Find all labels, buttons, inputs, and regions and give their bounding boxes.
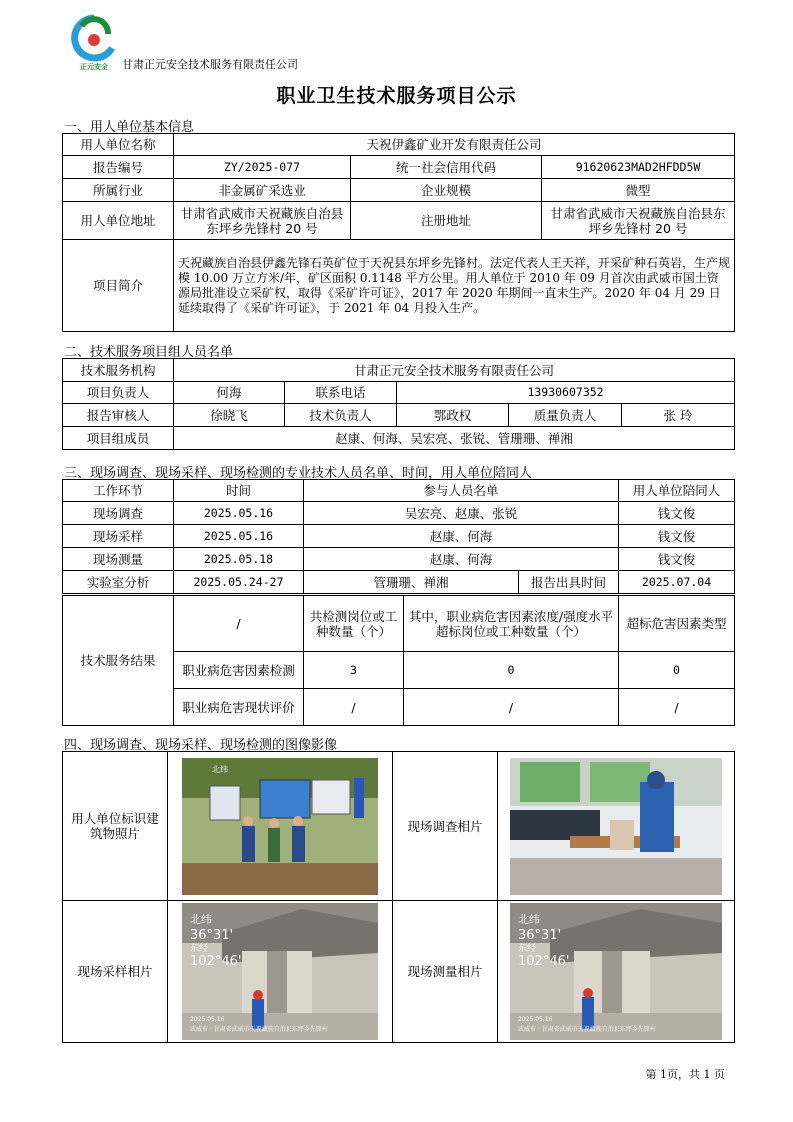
measurement-photo (510, 903, 722, 1040)
report-date-value: 2025.07.04 (619, 571, 735, 594)
credit-code-label: 统一社会信用代码 (351, 156, 542, 179)
signboard-photo (182, 758, 378, 895)
detect-type: 0 (619, 652, 735, 689)
tech-value: 鄂政权 (397, 404, 509, 427)
photo4-label: 现场测量相片 (393, 901, 498, 1043)
address-label: 用人单位地址 (63, 202, 174, 240)
wm-east: 东经 (190, 944, 209, 954)
reviewer-label: 报告审核人 (63, 404, 174, 427)
result-label: 技术服务结果 (63, 596, 174, 726)
stage-cell: 现场调查 (63, 502, 174, 525)
leader-label: 项目负责人 (63, 382, 174, 404)
detect-count: 3 (304, 652, 404, 689)
wm-date: 2025.05.16 (518, 1016, 553, 1023)
wm-place: 武威市 · 甘肃省武威市天祝藏族自治县东坪乡先锋村 (190, 1026, 328, 1033)
survey-photo (510, 758, 722, 895)
signboard-photo-image (182, 758, 378, 895)
industry-value: 非金属矿采选业 (174, 179, 351, 202)
header-people: 参与人员名单 (304, 480, 619, 502)
result-header-slash: / (174, 596, 304, 652)
members-label: 项目组成员 (63, 427, 174, 450)
intro-label: 项目简介 (63, 240, 174, 332)
wm-date: 2025.05.16 (190, 1016, 225, 1023)
time-cell: 2025.05.16 (174, 502, 304, 525)
stage-cell: 现场测量 (63, 548, 174, 571)
measurement-photo-image (510, 903, 722, 1040)
scale-label: 企业规模 (351, 179, 542, 202)
wm-lat: 36°31' (518, 928, 562, 943)
logo-text: 正元安全 (80, 63, 108, 71)
wm-east: 东经 (518, 944, 537, 954)
survey-photo-image (510, 758, 722, 895)
wm-north: 北纬 (212, 764, 228, 774)
scale-value: 微型 (542, 179, 735, 202)
industry-label: 所属行业 (63, 179, 174, 202)
eval-label: 职业病危害现状评价 (174, 689, 304, 726)
intro-value: 天祝藏族自治县伊鑫先锋石英矿位于天祝县东坪乡先锋村。法定代表人王天祥，开采矿种石英岩，生产规模 10.00 万立方米/年，矿区面积 0.1148 平方公里。用人单位于 2010 年 09 月首次由武威市国土资源局批准设立采矿权，取得《采矿许可证》，2017 年 2020 年期间一直未生产。2020 年 04 月 29 日延续取得了《采矿许可证》，于 2021 年 04 月投入生产。 (174, 240, 735, 332)
people-cell: 吴宏亮、赵康、张锐 (304, 502, 619, 525)
quality-value: 张 玲 (622, 404, 735, 427)
table-row (63, 502, 735, 525)
reviewer-value: 徐晓飞 (174, 404, 285, 427)
section-4-title: 四、现场调查、现场采样、现场检测的图像影像 (64, 738, 338, 753)
escort-cell: 钱文俊 (619, 502, 735, 525)
photo4-cell (498, 901, 735, 1043)
leader-value: 何海 (174, 382, 285, 404)
lab-label: 实验室分析 (63, 571, 174, 594)
wm-lon: 102°46' (190, 954, 242, 969)
employer-label: 用人单位名称 (63, 134, 174, 156)
photo1-label: 用人单位标识建筑物照片 (63, 752, 168, 901)
photo2-cell (498, 752, 735, 901)
team-table (62, 358, 735, 450)
lab-people: 管珊珊、禅湘 (304, 571, 519, 594)
stage-cell: 现场采样 (63, 525, 174, 548)
header-escort: 用人单位陪同人 (619, 480, 735, 502)
photo1-cell (168, 752, 393, 901)
credit-code-value: 91620623MAD2HFDD5W (542, 156, 735, 179)
address-value: 甘肃省武威市天祝藏族自治县东坪乡先锋村 20 号 (174, 202, 351, 240)
page-footer: 第 1页，共 1 页 (645, 1068, 725, 1081)
people-cell: 赵康、何海 (304, 548, 619, 571)
wm-north: 北纬 (518, 913, 540, 926)
photo3-label: 现场采样相片 (63, 901, 168, 1043)
result-col-exceed: 其中，职业病危害因素浓度/强度水平超标岗位或工种数量（个） (404, 596, 619, 652)
result-table (62, 595, 735, 726)
section-2-title: 二、技术服务项目组人员名单 (64, 345, 234, 360)
time-cell: 2025.05.18 (174, 548, 304, 571)
detect-label: 职业病危害因素检测 (174, 652, 304, 689)
time-cell: 2025.05.16 (174, 525, 304, 548)
eval-type: / (619, 689, 735, 726)
employer-value: 天祝伊鑫矿业开发有限责任公司 (174, 134, 735, 156)
company-name-header: 甘肃正元安全技术服务有限责任公司 (122, 58, 298, 71)
eval-count: / (304, 689, 404, 726)
reg-address-label: 注册地址 (351, 202, 542, 240)
phone-value: 13930607352 (397, 382, 735, 404)
wm-lat: 36°31' (190, 928, 234, 943)
report-no-value: ZY/2025-077 (174, 156, 351, 179)
header-time: 时间 (174, 480, 304, 502)
section-3-title: 三、现场调查、现场采样、现场检测的专业技术人员名单、时间，用人单位陪同人 (64, 466, 533, 481)
result-col-type: 超标危害因素类型 (619, 596, 735, 652)
lab-time: 2025.05.24-27 (174, 571, 304, 594)
people-cell: 赵康、何海 (304, 525, 619, 548)
escort-cell: 钱文俊 (619, 525, 735, 548)
table-row (63, 525, 735, 548)
wm-north: 北纬 (190, 913, 212, 926)
sampling-photo-image (182, 903, 378, 1040)
field-work-table (62, 479, 735, 594)
members-value: 赵康、何海、吴宏亮、张锐、管珊珊、禅湘 (174, 427, 735, 450)
header-stage: 工作环节 (63, 480, 174, 502)
report-date-label: 报告出具时间 (519, 571, 619, 594)
wm-lon: 102°46' (518, 954, 570, 969)
table-row (63, 548, 735, 571)
photo-table (62, 751, 735, 1043)
report-no-label: 报告编号 (63, 156, 174, 179)
tech-label: 技术负责人 (285, 404, 397, 427)
escort-cell: 钱文俊 (619, 548, 735, 571)
org-label: 技术服务机构 (63, 359, 174, 382)
eval-exceed: / (404, 689, 619, 726)
reg-address-value: 甘肃省武威市天祝藏族自治县东坪乡先锋村 20 号 (542, 202, 735, 240)
photo2-label: 现场调查相片 (393, 752, 498, 901)
quality-label: 质量负责人 (509, 404, 622, 427)
result-col-count: 共检测岗位或工种数量（个） (304, 596, 404, 652)
org-value: 甘肃正元安全技术服务有限责任公司 (174, 359, 735, 382)
detect-exceed: 0 (404, 652, 619, 689)
section-1-title: 一、用人单位基本信息 (64, 120, 195, 135)
sampling-photo (182, 903, 378, 1040)
wm-place: 武威市 · 甘肃省武威市天祝藏族自治县东坪乡先锋村 (518, 1026, 656, 1033)
photo3-cell (168, 901, 393, 1043)
employer-info-table (62, 133, 735, 332)
page-title: 职业卫生技术服务项目公示 (276, 85, 517, 107)
phone-label: 联系电话 (285, 382, 397, 404)
